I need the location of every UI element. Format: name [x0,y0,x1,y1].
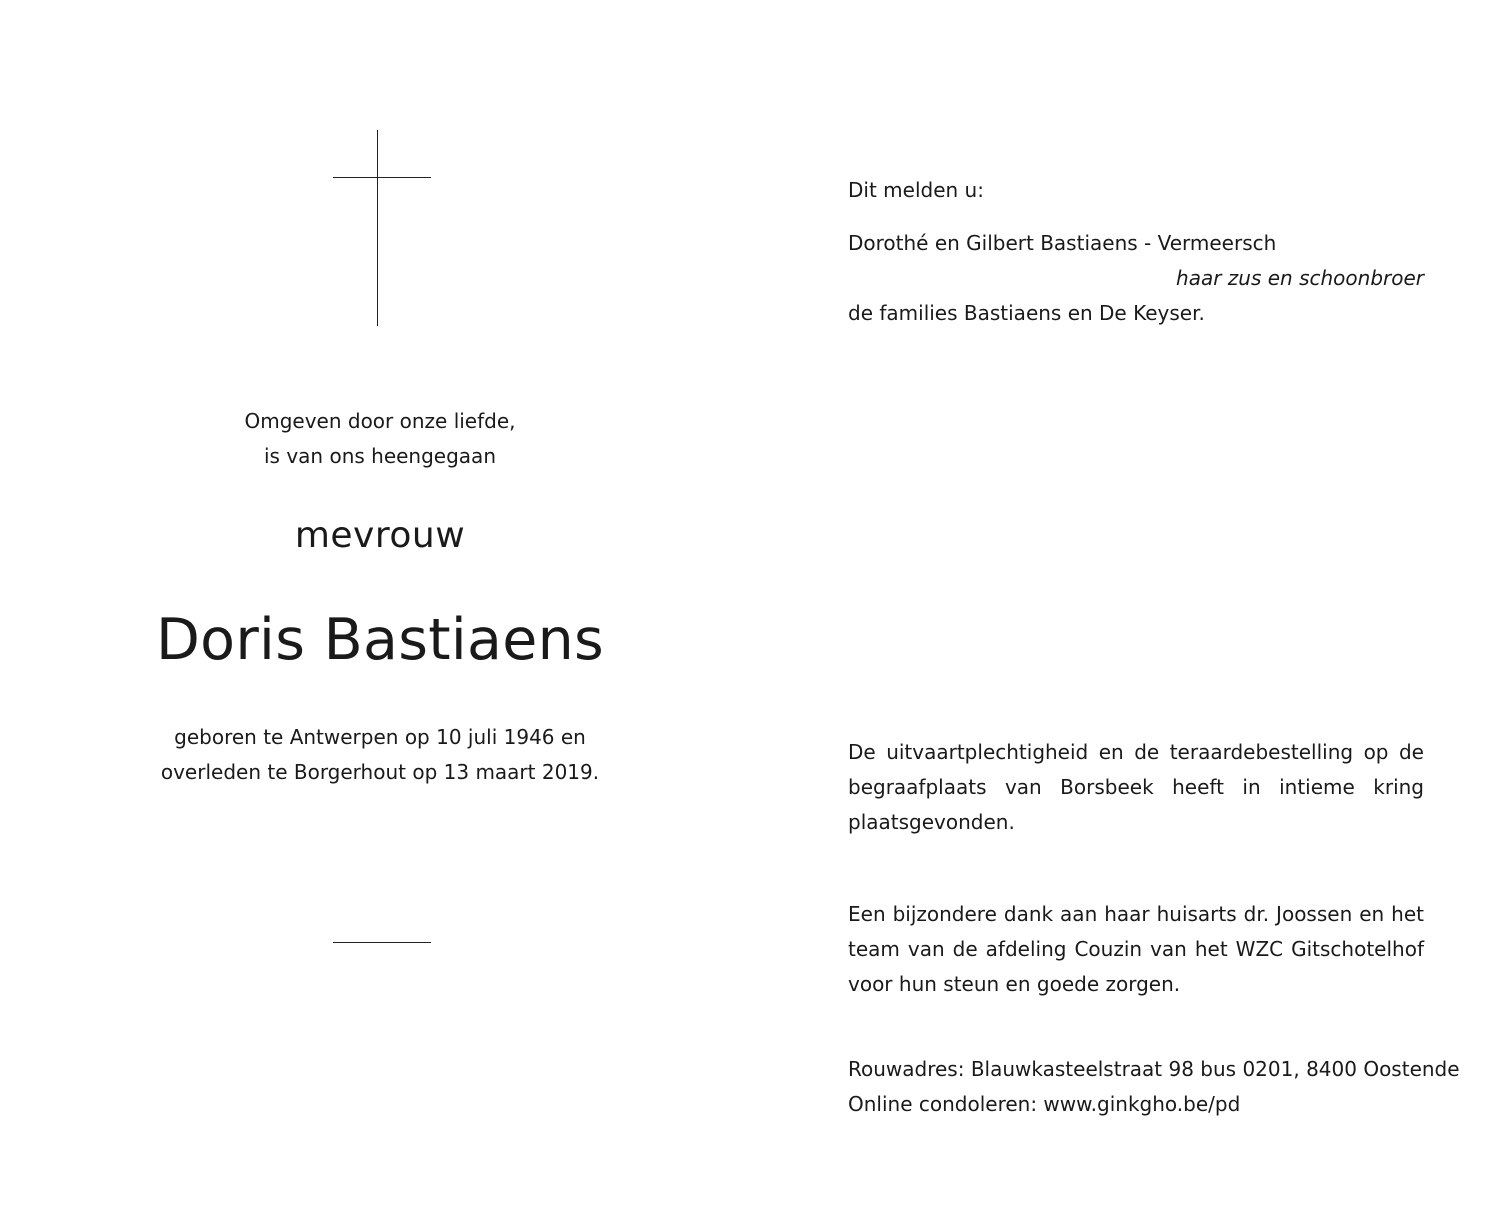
family-relation: haar zus en schoonbroer [1176,266,1424,290]
family-line-1: Dorothé en Gilbert Bastiaens - Vermeersch [848,231,1277,255]
mourning-address: Rouwadres: Blauwkasteelstraat 98 bus 0201, 8400 Oostende [848,1057,1460,1081]
thanks-paragraph: Een bijzondere dank aan haar huisarts dr. Joossen en het team van de afdeling Couzin van het WZC Gitschotelhof voor hun steun en goede zorgen. [848,902,1424,996]
contact-info [848,1052,1460,1122]
deceased-name: Doris Bastiaens [155,607,605,673]
title-word: mevrouw [294,515,466,556]
life-dates [80,720,680,790]
cross-icon-crossbar [333,177,431,178]
intro-text [80,404,680,474]
cross-icon [377,130,378,326]
intro-line-2: is van ons heengegaan [264,444,496,468]
online-condolence: Online condoleren: www.ginkgho.be/pd [848,1092,1241,1116]
birth-line: geboren te Antwerpen op 10 juli 1946 en [174,725,586,749]
family-list [848,226,1424,331]
announce-intro: Dit melden u: [848,178,984,202]
family-line-2: de families Bastiaens en De Keyser. [848,301,1205,325]
ceremony-paragraph: De uitvaartplechtigheid en de teraardebestelling op de begraafplaats van Borsbeek heeft in intieme kring plaatsgevonden. [848,740,1424,834]
death-line: overleden te Borgerhout op 13 maart 2019. [160,760,600,784]
divider-line [333,942,431,943]
intro-line-1: Omgeven door onze liefde, [244,409,516,433]
